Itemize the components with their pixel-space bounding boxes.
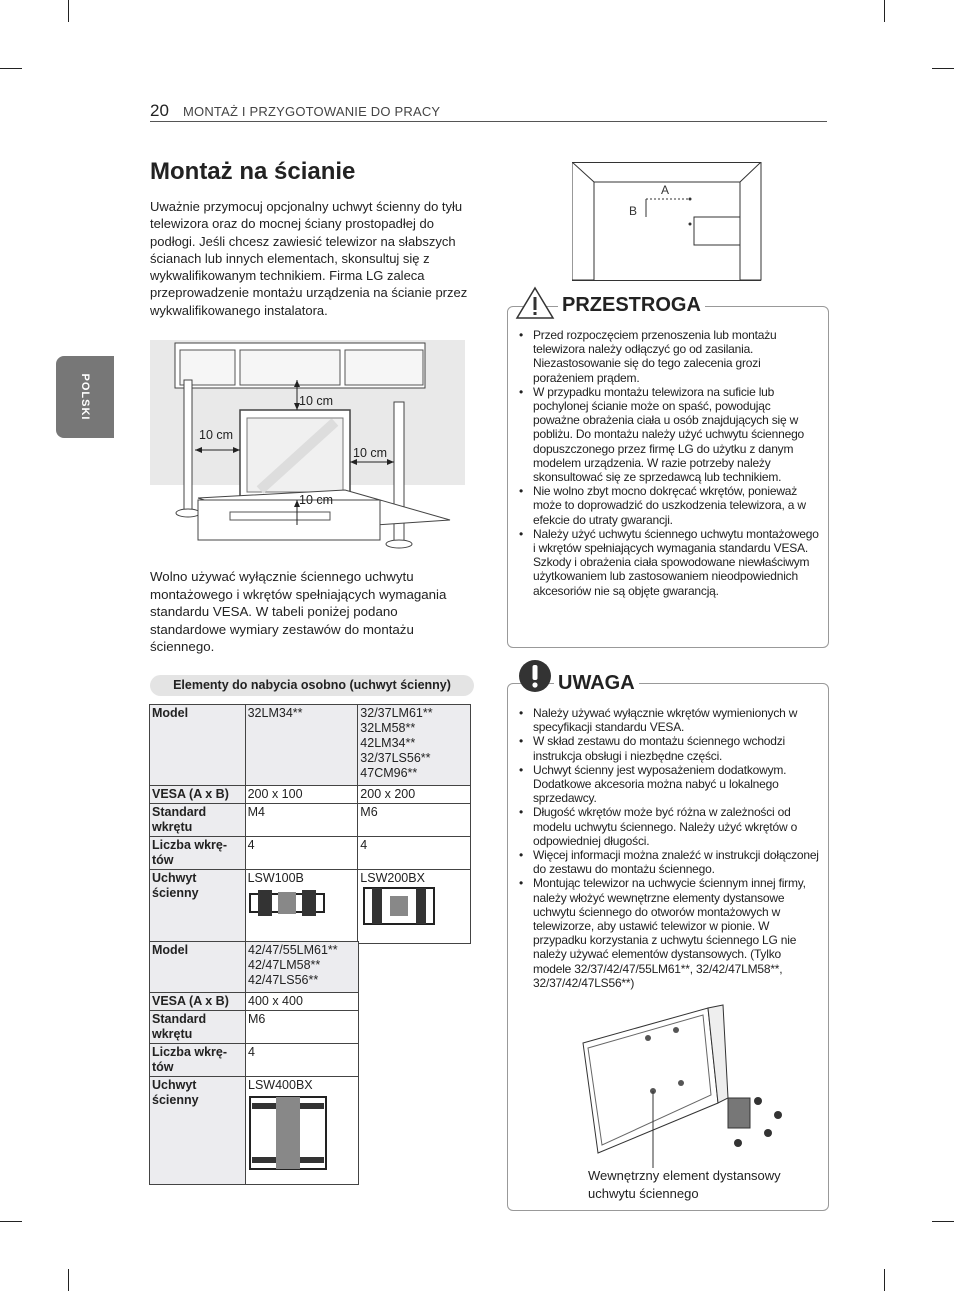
header-divider (150, 121, 827, 122)
wall-mount-table-2: Model 42/47/55LM61** 42/47LM58** 42/47LS56** VESA (A x B) 400 x 400 Standard wkrętu M6 Liczba wkrę-tów 4 Uchwyt ścienny LSW400BX (149, 941, 359, 1185)
label-model: Model (150, 705, 246, 786)
caution-title: PRZESTROGA (558, 294, 705, 317)
intro-text: Uważnie przymocuj opcjonalny uchwyt ścienny do tyłu telewizora oraz do mocnej ściany prostopadłej do podłogi. Jeśli chcesz zawiesić telewizor na słabszych ścianach lub innych elementach, skonsultuj się z wykwalifikowanym technikiem. Firma LG zaleca przeprowadzenie montażu urządzenia na ścianie przez wykwalifikowanego instalatora. (150, 199, 468, 318)
clearance-top-label: 10 cm (299, 394, 334, 408)
vesa-diagram (572, 162, 762, 282)
warning-triangle-icon (515, 286, 555, 320)
bracket-lsw200bx-image (360, 886, 438, 926)
spacer-illustration (578, 1003, 793, 1168)
section-title: MONTAŻ I PRZYGOTOWANIE DO PRACY (183, 104, 441, 119)
dim-a-label: A (661, 183, 670, 197)
note-title: UWAGA (554, 672, 639, 695)
dim-b-label: B (629, 204, 638, 218)
clearance-left-label: 10 cm (199, 428, 234, 442)
note-list: • Należy używać wyłącznie wkrętów wymienionych w specyfikacji standardu VESA. • W skład zestawu do montażu ściennego wchodzi instrukcja obsługi i niezbędne części. • Uchwyt ścienny jest wyposażeniem dodatkowym. Dodatkowe akcesoria można nabyć u lokalnego sprzedawcy. • Długość wkrętów może być różna w zależności od modelu uchwytu ściennego. Należy użyć wkrętów o odpowiedniej długości. • Więcej informacji można znaleźć w instrukcji dołączonej do zestawu do montażu ściennego. • Montując telewizor na uchwycie ściennym innej firmy, należy włożyć wewnętrzne elementy dystansowe uchwytu ściennego do otworów montażowych w telewizorze, aby ustawić telewizor w pionie. W przypadku korzystania z uchwytu ściennego LG nie należy używać elementów dystansowych. (Tylko modele 32/37/42/47/55LM61**, 32/42/47LM58**, 32/37/42/47LS56**) (519, 706, 819, 990)
wall-mount-table-1: Model 32LM34** 32/37LM61** 32LM58** 42LM34** 32/37LS56** 47CM96** VESA (A x B) 200 x 100 200 x 200 Standard wkrętu M4 M6 Liczba wkrę-tów 4 4 Uchwyt ścienny LSW100B LSW200BX (149, 704, 471, 944)
clearance-illustration (150, 340, 465, 550)
table-caption: Elementy do nabycia osobno (uchwyt ścienny) (150, 675, 474, 696)
language-tab: POLSKI (56, 356, 114, 438)
page-title: Montaż na ścianie (150, 158, 356, 185)
caution-list: • Przed rozpoczęciem przenoszenia lub montażu telewizora należy odłączyć go od zasilania. Niezastosowanie się do tego zalecenia grozi porażeniem prądem. • W przypadku montażu telewizora na suficie lub pochylonej ścianie może on spaść, powodując poważne obrażenia ciała u osób znajdujących się w pobliżu. Do montażu należy użyć uchwytu ściennego dopuszczonego przez firmę LG do użytku z danym modelem urządzenia. W razie potrzeby należy skonsultować się ze sprzedawcą lub technikiem. • Nie wolno zbyt mocno dokręcać wkrętów, ponieważ może to doprowadzić do uszkodzenia telewizora, a w efekcie do utraty gwarancji. • Należy użyć uchwytu ściennego uchwytu montażowego i wkrętów spełniających wymagania standardu VESA. Szkody i obrażenia ciała spowodowane niewłaściwym użytkowaniem lub zastosowaniem nieodpowiednich akcesoriów nie są objęte gwarancją. (519, 328, 819, 598)
clearance-bottom-label: 10 cm (299, 493, 334, 507)
bracket-lsw400bx-image (248, 1093, 328, 1173)
bracket-lsw100b-image (248, 886, 326, 920)
spacer-caption: Wewnętrzny element dystansowy uchwytu ściennego (588, 1168, 781, 1201)
page-number: 20 (150, 101, 169, 120)
exclamation-circle-icon (517, 658, 553, 694)
clearance-right-label: 10 cm (353, 446, 388, 460)
vesa-note: Wolno używać wyłącznie ściennego uchwytu montażowego i wkrętów spełniających wymagania standardu VESA. W tabeli poniżej podano standardowe wymiary zestawów do montażu ściennego. (150, 569, 447, 654)
